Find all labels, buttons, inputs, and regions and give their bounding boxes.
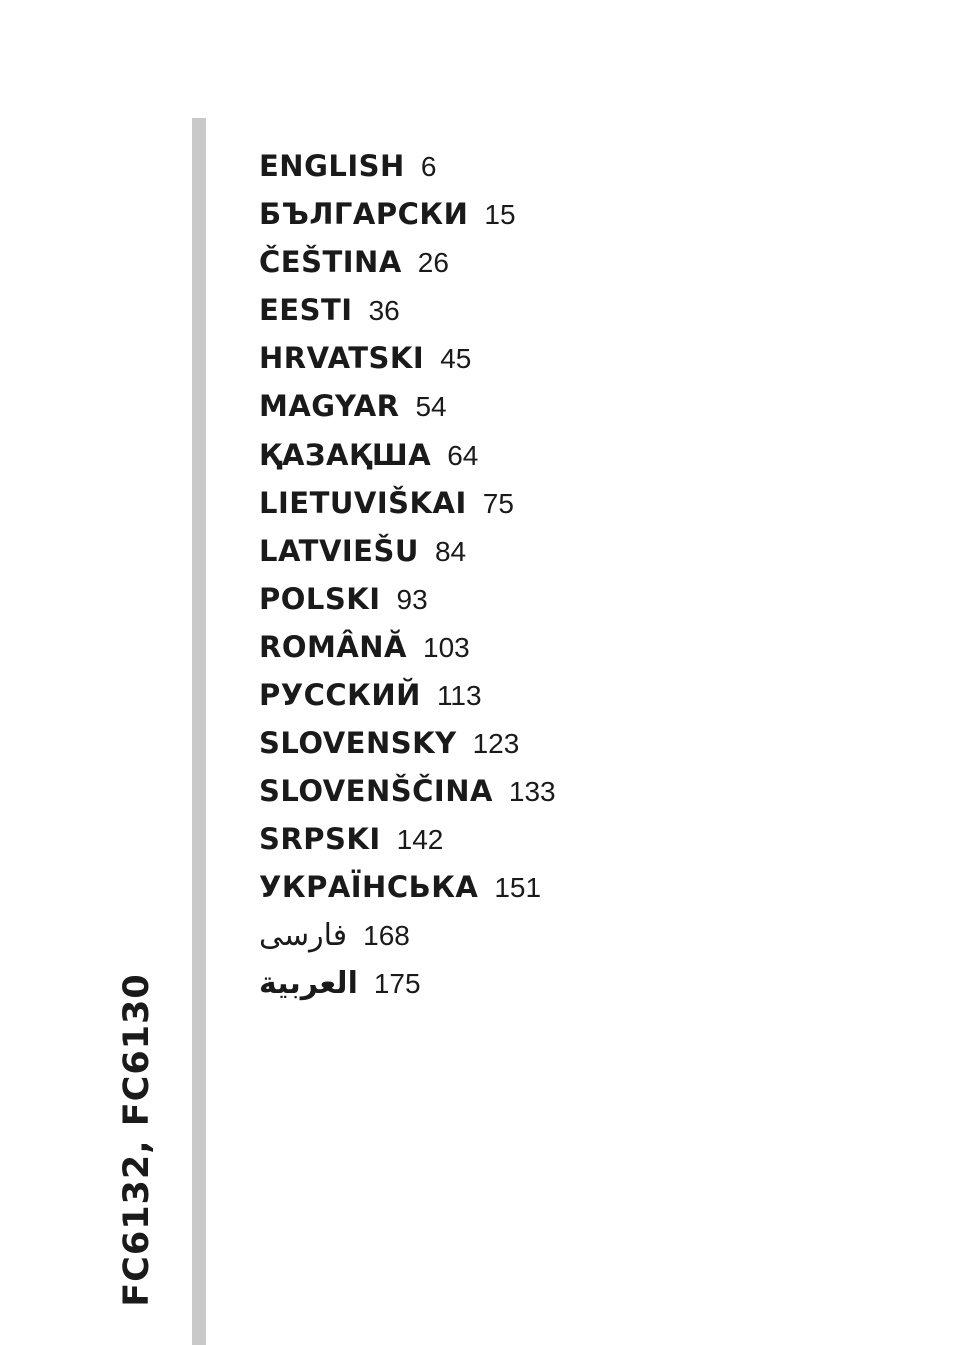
toc-page-number: 113 — [436, 680, 482, 712]
toc-language: LATVIEŠU — [259, 533, 419, 568]
toc-language: EESTI — [259, 293, 353, 328]
toc-entry[interactable] — [259, 479, 556, 527]
toc-entry[interactable] — [259, 334, 556, 382]
toc-entry[interactable] — [259, 671, 556, 719]
toc-entry[interactable] — [259, 623, 556, 671]
toc-language: SLOVENSKY — [259, 726, 457, 761]
toc-page-number: 142 — [396, 824, 444, 856]
toc-entry[interactable] — [259, 575, 556, 623]
toc-entry[interactable] — [259, 719, 556, 767]
toc-page-number: 26 — [417, 247, 449, 279]
toc-language: ROMÂNĂ — [259, 629, 407, 664]
toc-entry[interactable] — [259, 382, 556, 430]
toc-page-number: 123 — [472, 728, 520, 760]
toc-language: MAGYAR — [259, 389, 400, 424]
toc-page-number: 36 — [368, 295, 400, 327]
toc-language: ҚАЗАҚША — [259, 437, 432, 472]
language-contents-list — [259, 142, 556, 1008]
toc-entry[interactable] — [259, 912, 556, 960]
toc-language: ČEŠTINA — [259, 245, 402, 280]
toc-entry[interactable] — [259, 286, 556, 334]
toc-language: HRVATSKI — [259, 341, 425, 376]
toc-entry[interactable] — [259, 142, 556, 190]
toc-entry[interactable] — [259, 238, 556, 286]
toc-page-number: 103 — [423, 631, 470, 663]
toc-page-number: 15 — [484, 199, 516, 231]
toc-page-number: 93 — [396, 583, 428, 615]
toc-page-number: 84 — [434, 535, 467, 567]
toc-language: SRPSKI — [259, 822, 381, 857]
toc-language: العربية — [259, 965, 358, 1001]
model-number: FC6132, FC6130 — [117, 973, 157, 1307]
toc-entry[interactable] — [259, 527, 556, 575]
toc-page-number: 168 — [363, 919, 410, 951]
toc-language: LIETUVIŠKAI — [259, 485, 467, 520]
toc-page-number: 6 — [420, 151, 437, 182]
toc-language: БЪЛГАРСКИ — [259, 197, 469, 232]
toc-page-number: 64 — [447, 439, 479, 471]
toc-language: РУССКИЙ — [259, 678, 421, 713]
toc-page-number: 54 — [415, 391, 447, 423]
toc-page-number: 151 — [494, 872, 542, 904]
toc-entry[interactable] — [259, 863, 556, 911]
toc-entry[interactable] — [259, 815, 556, 863]
toc-language: POLSKI — [259, 581, 381, 616]
toc-page-number: 175 — [373, 967, 421, 999]
toc-page-number: 133 — [508, 776, 556, 808]
toc-language: ENGLISH — [259, 149, 405, 183]
toc-entry[interactable] — [259, 960, 556, 1008]
toc-page-number: 75 — [482, 487, 514, 519]
toc-language: УКРАЇНСЬКА — [259, 870, 479, 905]
side-bar-stripe — [192, 118, 206, 1345]
toc-entry[interactable] — [259, 190, 556, 238]
toc-language: فارسی — [259, 917, 348, 953]
toc-entry[interactable] — [259, 767, 556, 815]
toc-language: SLOVENŠČINA — [259, 774, 493, 809]
toc-page-number: 45 — [440, 343, 472, 375]
toc-entry[interactable] — [259, 431, 556, 479]
